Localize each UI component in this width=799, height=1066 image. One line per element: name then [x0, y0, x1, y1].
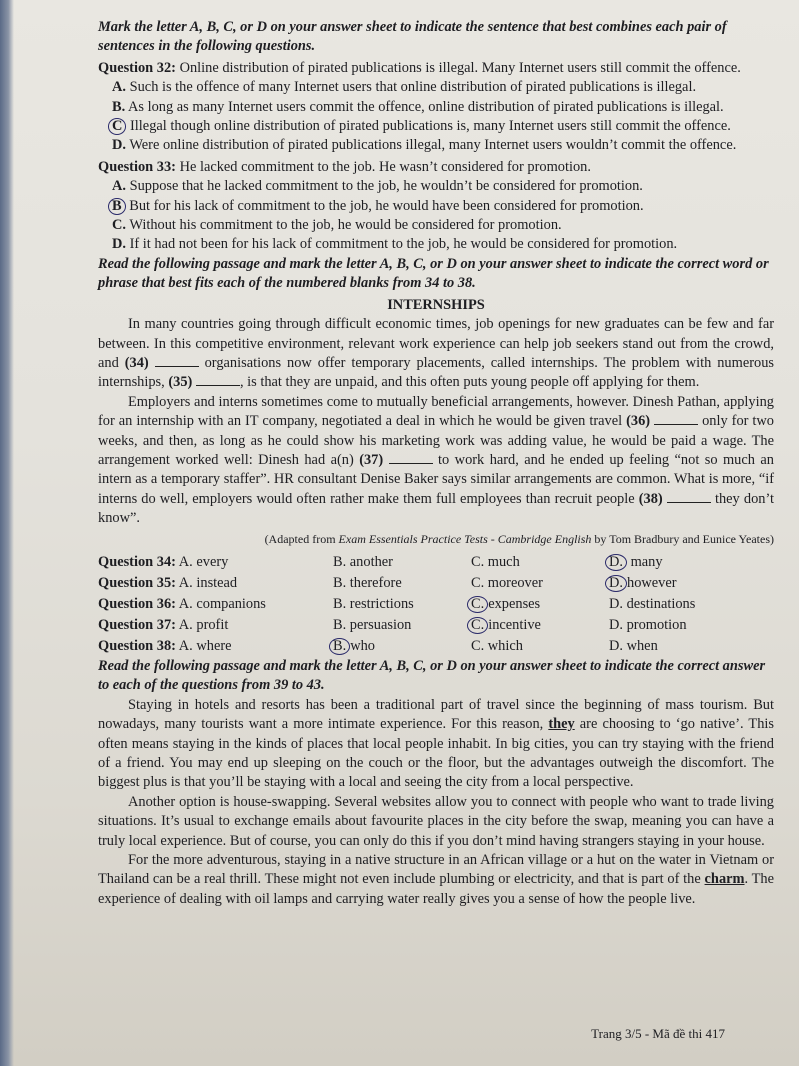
question-label: Question 32: — [98, 59, 176, 76]
instruction-reading: Read the following passage and mark the letter A, B, C, or D on your answer sheet to indicate the correct answer to each of the questions from 39 to 43. — [98, 657, 766, 694]
answer-circle: C. — [467, 617, 488, 634]
question-32 — [98, 59, 774, 156]
passage2-paragraph-2: Another option is house-swapping. Several websites allow you to connect with people who want to trade living situations. It’s usual to exchange emails about favourite places in the city before the swap, meaning you can have a truly local experience. But of course, you can only do this if you don’t mind having strangers staying in your house. — [98, 793, 774, 849]
instruction-combine: Mark the letter A, B, C, or D on your answer sheet to indicate the sentence that best combines each pair of sentences in the following questions. — [98, 19, 727, 55]
passage2-paragraph-3: For the more adventurous, staying in a native structure in an African village or a hut on the water in Vietnam or Thailand can be a real thrill. These might not even include plumbing or electricity, and that is part of the charm. The experience of dealing with oil lamps and carrying water really gives you a sense of how the people live. — [98, 852, 775, 907]
blank-38 — [667, 490, 711, 503]
passage-paragraph-2: Employers and interns sometimes come to mutually beneficial arrangements, however. Dinesh Pathan, applying for an internship with an IT company, negotiated a deal in which he would be given travel (36) only for two weeks, and then, as long as he could show his marketing work was adding value, he would be paid a wage. The arrangement worked well: Dinesh had a(n) (37) to work hard, and he ended up feeling “not so much an intern as a temporary staffer”. HR consultant Denise Baker says similar arrangements are common. What is more, “if interns do well, employers would often rather make them full employees than recruit people (38) they don’t know”. — [98, 393, 774, 527]
question-stem: Online distribution of pirated publications is illegal. Many Internet users still commit the offence. — [179, 59, 741, 76]
answer-grid — [98, 552, 774, 657]
option-a: A. Such is the offence of many Internet users that online distribution of pirated publications is illegal. — [112, 79, 697, 96]
answer-circle: D. — [605, 554, 627, 571]
answer-circle: D. — [605, 575, 627, 592]
underlined-they: they — [548, 716, 575, 733]
answer-circle: C. — [467, 596, 488, 613]
blank-34 — [155, 354, 199, 367]
option-a: A. Suppose that he lacked commitment to the job, he wouldn’t be considered for promotion. — [112, 178, 643, 195]
instruction-passage-blanks: Read the following passage and mark the letter A, B, C, or D on your answer sheet to indicate the correct word or phrase that best fits each of the numbered blanks from 34 to 38. — [98, 255, 769, 292]
passage-source: (Adapted from Exam Essentials Practice Tests - Cambridge English by Tom Bradbury and Eunice Yeates) — [264, 531, 774, 546]
underlined-charm: charm — [704, 871, 745, 888]
blank-36 — [654, 412, 698, 425]
option-c-circled: C Illegal though online distribution of pirated publications is, many Internet users still commit the offence. — [98, 117, 774, 136]
option-b: B. As long as many Internet users commit the offence, online distribution of pirated publications is illegal. — [112, 98, 724, 115]
answer-circle: C — [108, 118, 126, 135]
answer-row-38: Question 38: A. where B. who C. which D. when — [98, 637, 658, 654]
option-d: D. Were online distribution of pirated publications illegal, many Internet users wouldn’t commit the offence. — [112, 137, 737, 154]
answer-row-34: Question 34: A. every B. another C. much D. many — [98, 553, 663, 570]
answer-row-37: Question 37: A. profit B. persuasion C. incentive D. promotion — [98, 616, 687, 633]
question-33 — [98, 158, 774, 255]
passage-title: INTERNSHIPS — [387, 296, 485, 313]
option-c: C. Without his commitment to the job, he would be considered for promotion. — [112, 217, 562, 234]
page-footer: Trang 3/5 - Mã đề thi 417 — [591, 1026, 725, 1041]
answer-circle: B — [108, 198, 126, 215]
blank-35 — [196, 373, 240, 386]
passage-paragraph-1: In many countries going through difficult economic times, job openings for new graduates can be few and far between. In this competitive environment, relevant work experience can help job seekers stand out from the crowd, and (34) organisations now offer temporary placements, called internships. The problem with numerous internships, (35) , is that they are unpaid, and this often puts young people off applying for them. — [98, 316, 774, 391]
passage2-paragraph-1: Staying in hotels and resorts has been a traditional part of travel since the beginning of mass tourism. But nowadays, many tourists want a more intimate experience. For this reason, they are choosing to ‘go native’. This often means staying in the kinds of places that local people inhabit. In big cities, you can try staying with the friend of a friend. You may end up sleeping on the couch or the floor, but the advantages outweigh the discomfort. The biggest plus is that you’ll be staying with a local and seeing the city from a local perspective. — [98, 696, 774, 791]
answer-row-35: Question 35: A. instead B. therefore C. moreover D. however — [98, 574, 677, 591]
question-stem: He lacked commitment to the job. He wasn’t considered for promotion. — [179, 158, 591, 175]
page-content — [98, 18, 774, 909]
question-label: Question 33: — [98, 158, 176, 175]
answer-row-36: Question 36: A. companions B. restrictions C. expenses D. destinations — [98, 595, 696, 612]
answer-circle: B. — [329, 638, 350, 655]
blank-37 — [389, 451, 433, 464]
page-edge-shadow — [0, 0, 14, 1066]
option-d: D. If it had not been for his lack of commitment to the job, he would be considered for promotion. — [112, 236, 678, 253]
option-b-circled: B But for his lack of commitment to the job, he would have been considered for promotion. — [98, 197, 774, 216]
